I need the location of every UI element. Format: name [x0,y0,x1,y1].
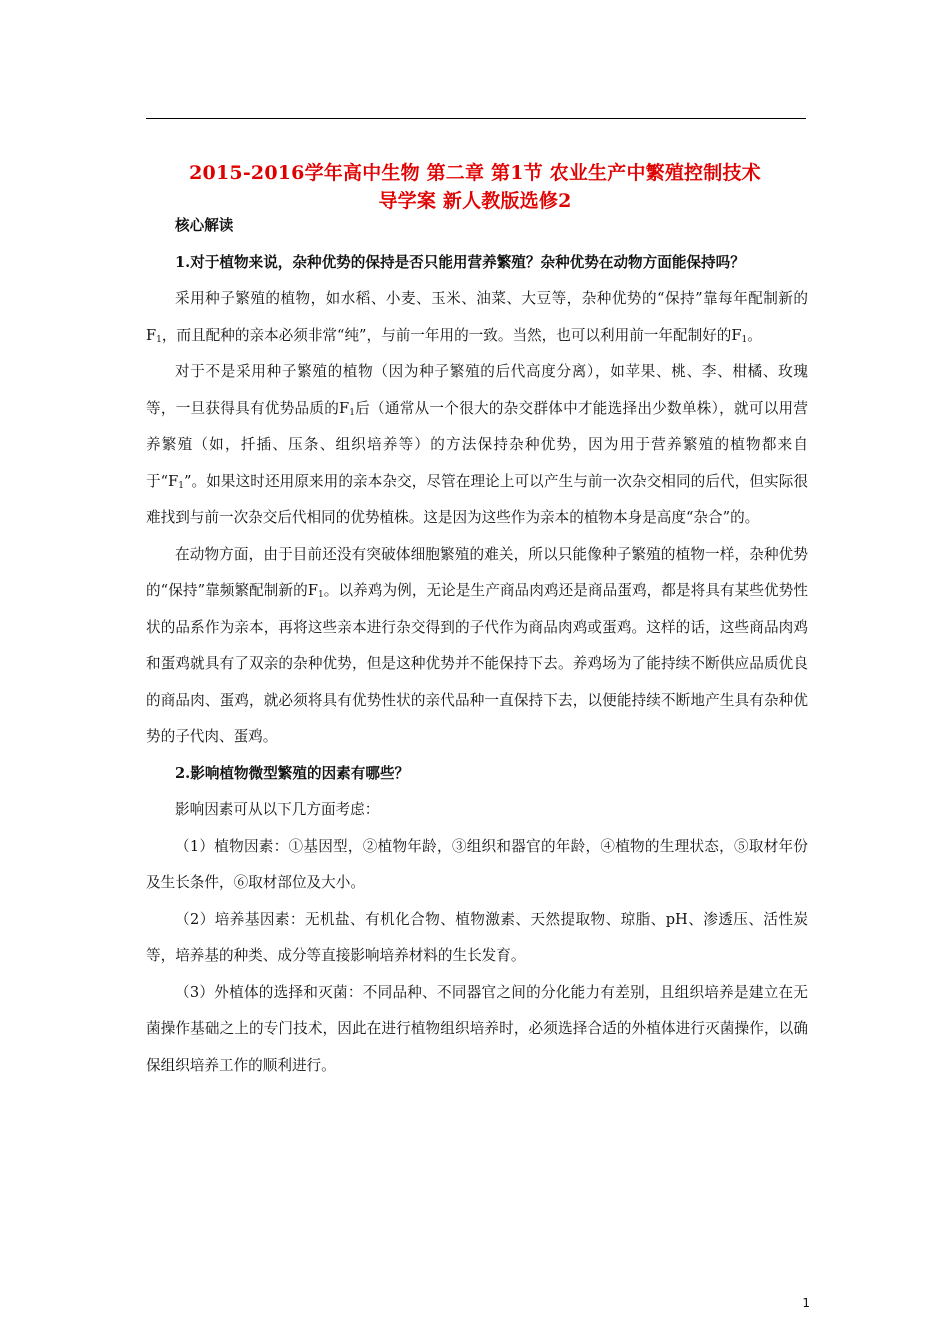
q1-paragraph-2: 对于不是采用种子繁殖的植物（因为种子繁殖的后代高度分离），如苹果、桃、李、柑橘、玫瑰等，一旦获得具有优势品质的$F_1$后（通常从一个很大的杂交群体中才能选择出少数单株），就可以用营养繁殖（如，扦插、压条、组织培养等）的方法保持杂种优势，因为用于营养繁殖的植物都来自于“$F_1$”。如果这时还用原来用的亲本杂交，尽管在理论上可以产生与前一次杂交相同的后代，但实际很难找到与前一次杂交后代相同的优势植株。这是因为这些作为亲本的植物本身是高度“杂合”的。 [146,363,809,526]
document-body [146,208,808,1084]
document-title-line2: 导学案 新人教版选修2 [378,190,572,212]
q1-paragraph-3: 在动物方面，由于目前还没有突破体细胞繁殖的难关，所以只能像种子繁殖的植物一样，杂种优势的“保持”靠频繁配制新的$F_1$。以养鸡为例，无论是生产商品肉鸡还是商品蛋鸡，都是将具有某些优势性状的品系作为亲本，再将这些亲本进行杂交得到的子代作为商品肉鸡或蛋鸡。这样的话，这些商品肉鸡和蛋鸡就具有了双亲的杂种优势，但是这种优势并不能保持下去。养鸡场为了能持续不断供应品质优良的商品肉、蛋鸡，就必须将具有优势性状的亲代品种一直保持下去，以便能持续不断地产生具有杂种优势的子代肉、蛋鸡。 [146,545,808,745]
q1-paragraph-1: 采用种子繁殖的植物，如水稻、小麦、玉米、油菜、大豆等，杂种优势的“保持”靠每年配制新的$F_1$，而且配种的亲本必须非常“纯”，与前一年用的一致。当然，也可以利用前一年配制好的$F_1$。 [146,290,808,345]
document-title-line1: 2015-2016学年高中生物 第二章 第1节 农业生产中繁殖控制技术 [189,162,761,184]
q2-item-2: （2）培养基因素：无机盐、有机化合物、植物激素、天然提取物、琼脂、pH、渗透压、活性炭等，培养基的种类、成分等直接影响培养材料的生长发育。 [146,910,808,964]
q2-item-3: （3）外植体的选择和灭菌：不同品种、不同器官之间的分化能力有差别，且组织培养是建立在无菌操作基础之上的专门技术，因此在进行植物组织培养时，必须选择合适的外植体进行灭菌操作，以确保组织培养工作的顺利进行。 [146,983,808,1074]
page-number: 1 [802,1296,810,1310]
question-2: 2.影响植物微型繁殖的因素有哪些？ [175,764,410,782]
q2-item-1: （1）植物因素：①基因型，②植物年龄，③组织和器官的年龄，④植物的生理状态，⑤取材年份及生长条件，⑥取材部位及大小。 [146,837,808,891]
header-rule [146,118,806,119]
section-heading: 核心解读 [175,217,234,234]
q2-intro: 影响因素可从以下几方面考虑： [175,801,380,818]
question-1: 1.对于植物来说，杂种优势的保持是否只能用营养繁殖？杂种优势在动物方面能保持吗？ [175,253,745,271]
